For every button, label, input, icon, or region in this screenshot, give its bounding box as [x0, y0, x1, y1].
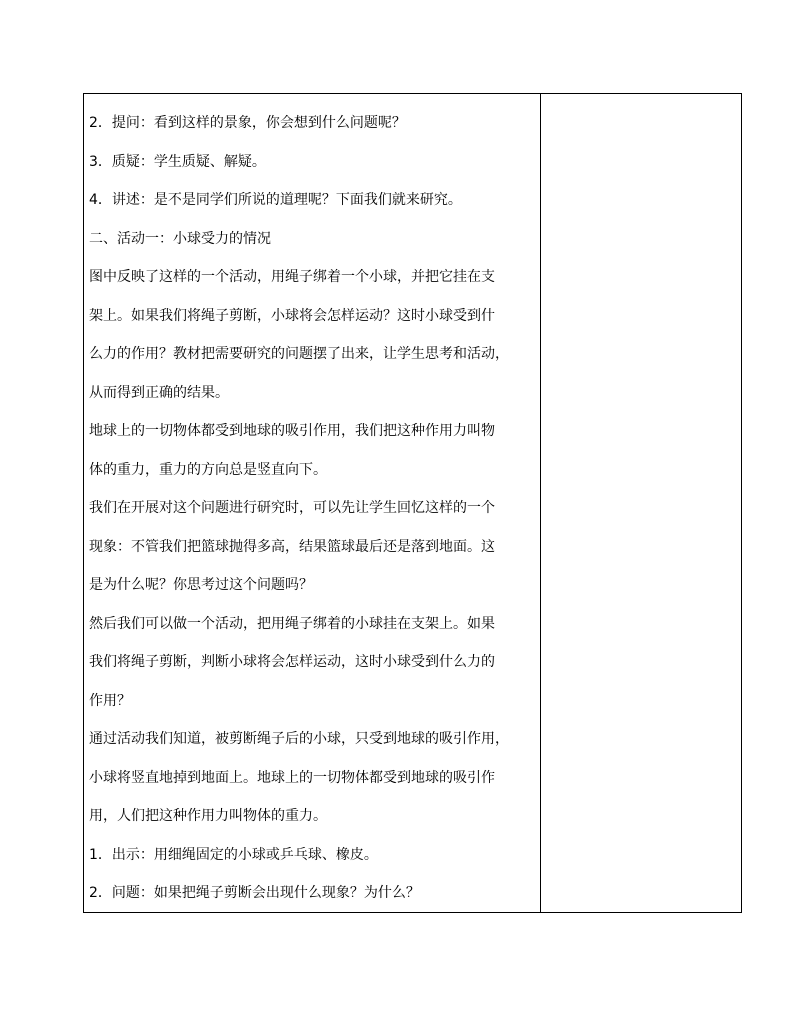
section-heading-activity-one: 二、活动一：小球受力的情况 [89, 230, 271, 247]
text-line: 架上。如果我们将绳子剪断，小球将会怎样运动？这时小球受到什 [89, 307, 495, 324]
notes-cell [542, 94, 741, 912]
text-line: 我们将绳子剪断，判断小球将会怎样运动，这时小球受到什么力的 [89, 654, 495, 670]
text-line: 用，人们把这种作用力叫物体的重力。 [89, 808, 327, 824]
text-line: 我们在开展对这个问题进行研究时，可以先让学生回忆这样的一个 [89, 500, 495, 516]
line-doubt: 3．质疑：学生质疑、解疑。 [89, 153, 266, 170]
lesson-content-cell [89, 104, 535, 913]
text-line: 图中反映了这样的一个活动，用绳子绑着一个小球，并把它挂在支 [89, 269, 495, 285]
text-line: 地球上的一切物体都受到地球的吸引作用，我们把这种作用力叫物 [89, 423, 495, 439]
line-explain: 4．讲述：是不是同学们所说的道理呢？下面我们就来研究。 [89, 192, 462, 208]
text-line: 么力的作用？教材把需要研究的问题摆了出来，让学生思考和活动， [89, 346, 509, 362]
text-line: 作用？ [89, 692, 131, 709]
text-line: 现象：不管我们把篮球抛得多高，结果篮球最后还是落到地面。这 [89, 538, 495, 555]
text-line: 然后我们可以做一个活动，把用绳子绑着的小球挂在支架上。如果 [89, 615, 495, 632]
text-line: 体的重力，重力的方向总是竖直向下。 [89, 461, 327, 478]
lesson-plan-table [83, 93, 742, 913]
column-divider [540, 94, 541, 912]
line-show: 1．出示：用细绳固定的小球或乒乓球、橡皮。 [89, 846, 378, 863]
line-problem: 2．问题：如果把绳子剪断会出现什么现象？为什么？ [89, 885, 420, 901]
text-line: 从而得到正确的结果。 [89, 384, 229, 401]
text-line: 通过活动我们知道，被剪断绳子后的小球，只受到地球的吸引作用， [89, 731, 509, 747]
line-question: 2．提问：看到这样的景象，你会想到什么问题呢？ [89, 115, 406, 131]
text-line: 是为什么呢？你思考过这个问题吗？ [89, 577, 313, 593]
text-line: 小球将竖直地掉到地面上。地球上的一切物体都受到地球的吸引作 [89, 769, 495, 786]
